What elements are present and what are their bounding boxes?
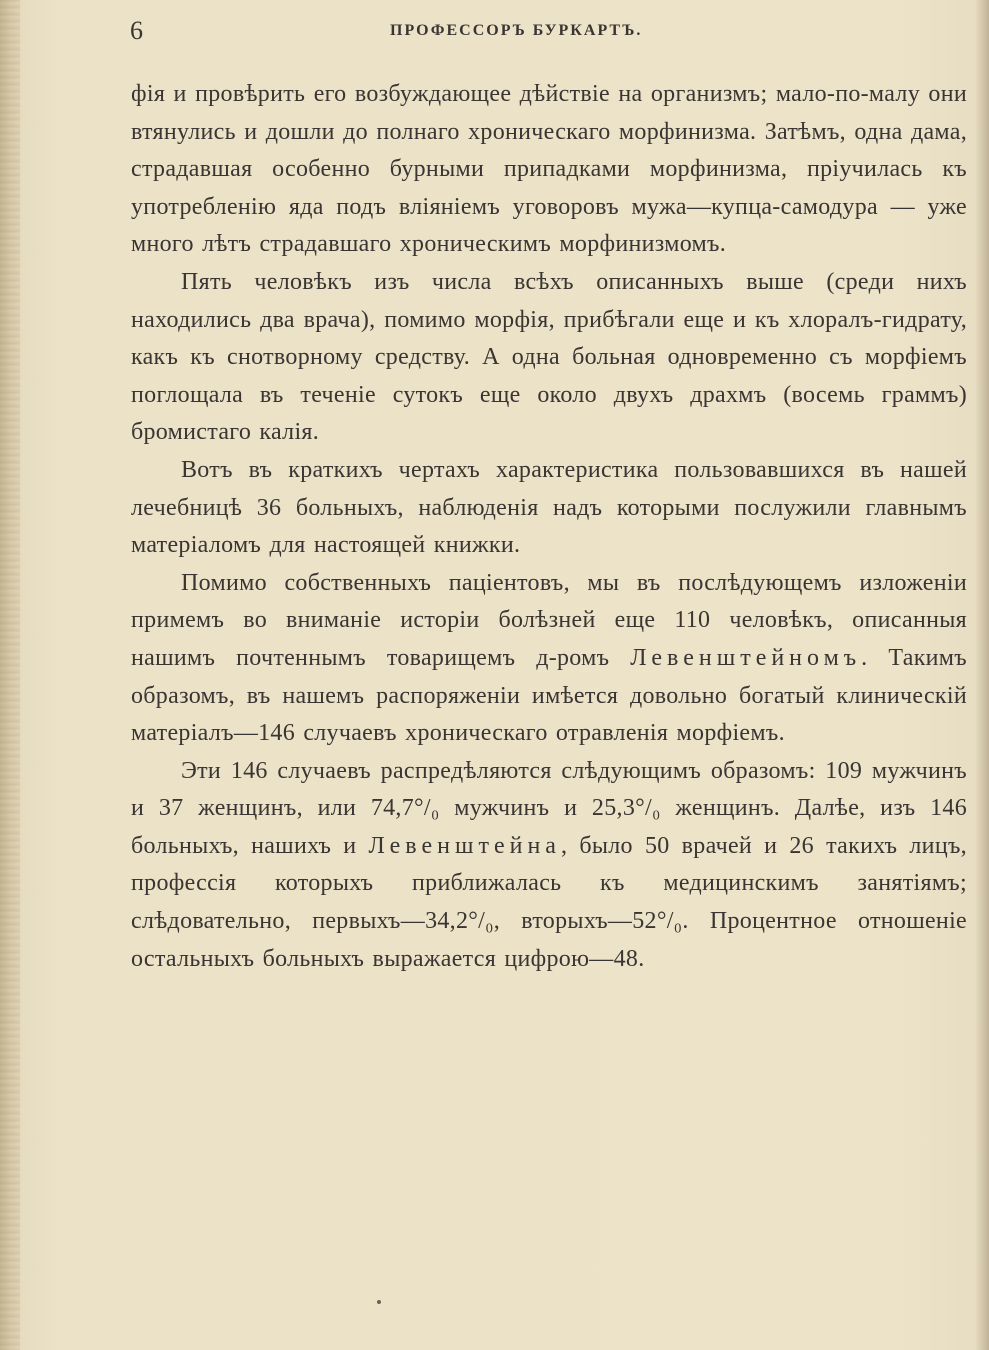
paragraph-5 [131, 753, 967, 979]
paragraph-5-text-after: , было 50 врачей и 26 такихъ лицъ, профессія которыхъ приближалась къ медицинскимъ занятіямъ; слѣдовательно, первыхъ—34,2°/₀, вторыхъ—52°/₀. Процентное отношеніе остальныхъ больныхъ выражается цифрою—48. [131, 832, 967, 972]
paragraph-1: фія и провѣрить его возбуждающее дѣйствіе на организмъ; мало-по-малу они втянулись и дошли до полнаго хроническаго морфинизма. Затѣмъ, одна дама, страдавшая особенно бурными припадками морфинизма, пріучилась къ употребленію яда подъ вліяніемъ уговоровъ мужа—купца-самодура — уже много лѣтъ страдавшаго хроническимъ морфинизмомъ. [131, 81, 967, 258]
paragraph-5-text-before: Эти 146 случаевъ распредѣляются слѣдующимъ образомъ: 109 мужчинъ и 37 женщинъ, или 74,7°/₀ мужчинъ и 25,3°/₀ женщинъ. Далѣе, изъ 146 больныхъ, нашихъ и [131, 757, 967, 859]
page-binding-edge [0, 0, 20, 1350]
paragraph-4 [131, 565, 967, 753]
author-name-levenstein-genitive: Левенштейна [368, 832, 561, 859]
print-speck [377, 1300, 381, 1304]
author-name-levenstein: Левенштейномъ [630, 644, 862, 671]
body-text [131, 76, 967, 978]
page-right-edge [975, 0, 989, 1350]
paragraph-2: Пять человѣкъ изъ числа всѣхъ описанныхъ выше (среди нихъ находились два врача), помимо морфія, прибѣгали еще и къ хлоралъ-гидрату, какъ къ снотворному средству. А одна больная одновременно съ морфіемъ поглощала въ теченіе сутокъ еще около двухъ драхмъ (восемь граммъ) бромистаго калія. [131, 268, 967, 446]
page-header [130, 16, 960, 46]
paragraph-4-text-before: Помимо собственныхъ паціентовъ, мы въ послѣдующемъ изложеніи примемъ во вниманіе исторіи болѣзней еще 110 человѣкъ, описанныя нашимъ почтеннымъ товарищемъ д-ромъ [131, 569, 967, 671]
paragraph-3: Вотъ въ краткихъ чертахъ характеристика пользовавшихся въ нашей лечебницѣ 36 больныхъ, наблюденія надъ которыми послужили главнымъ матеріаломъ для настоящей книжки. [131, 456, 967, 559]
page-number: 6 [130, 16, 144, 45]
running-head: ПРОФЕССОРЪ БУРКАРТЪ. [390, 22, 643, 39]
paragraph-4-text-after: . Такимъ образомъ, въ нашемъ распоряженіи имѣется довольно богатый клиническій матеріалъ—146 случаевъ хроническаго отравленія морфіемъ. [131, 644, 967, 747]
